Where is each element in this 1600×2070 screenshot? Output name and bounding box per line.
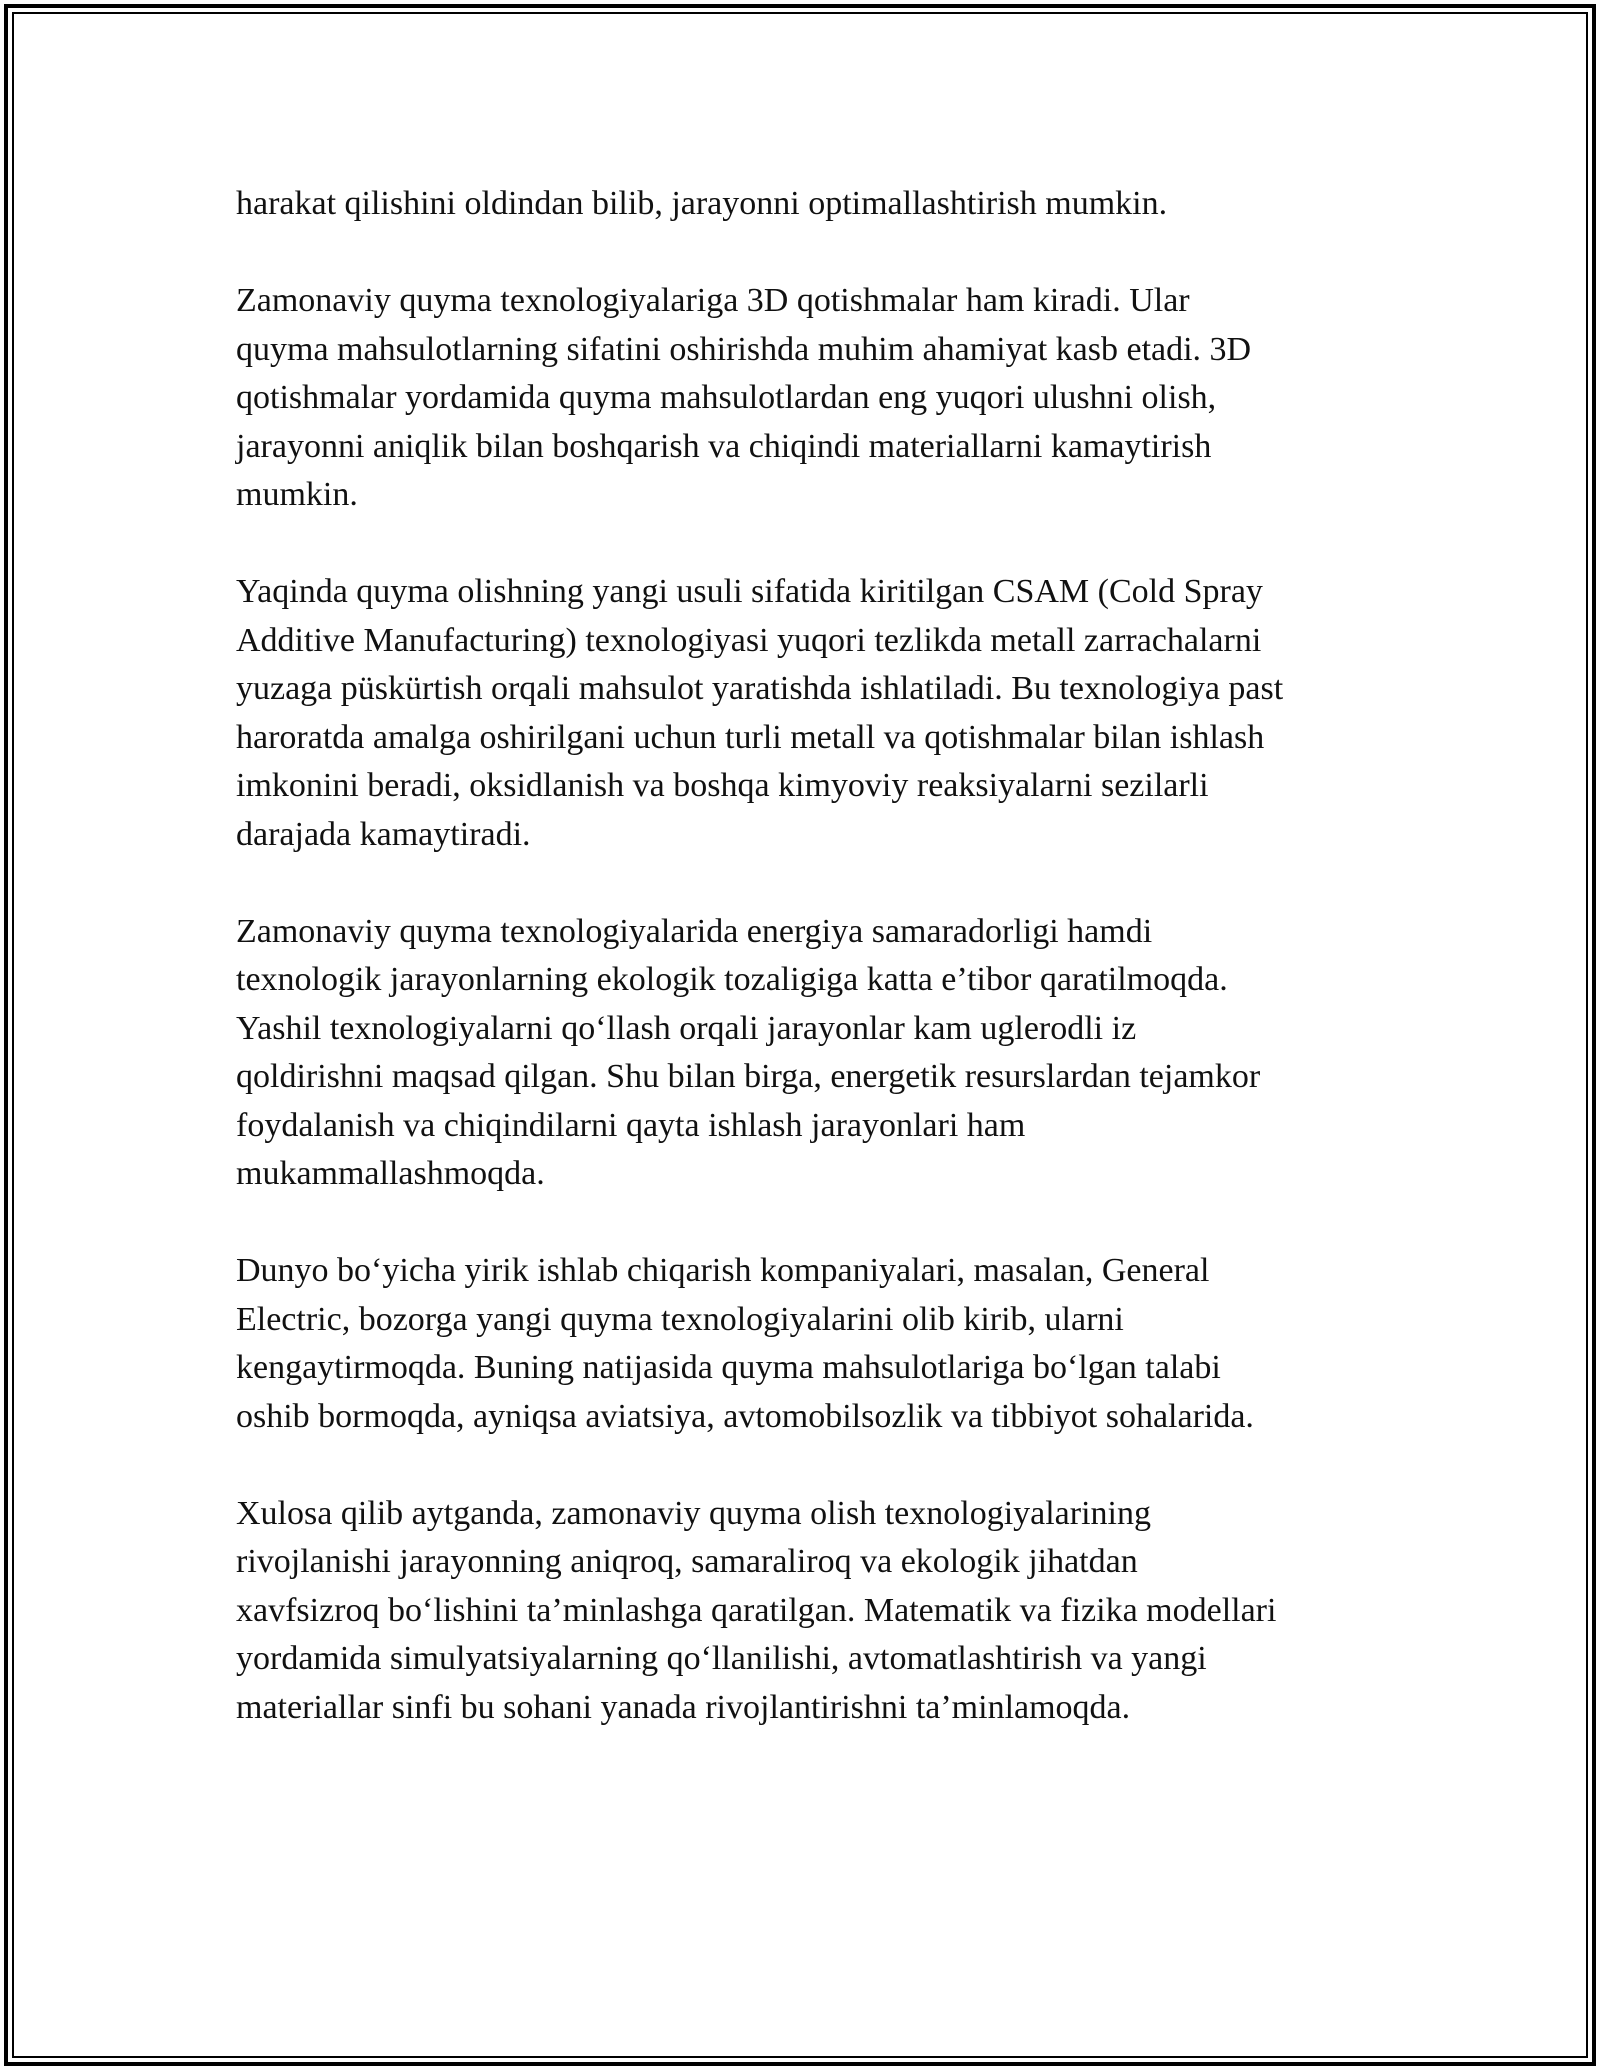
text-line: jarayonni aniqlik bilan boshqarish va chiqindi materiallarni kamaytirish [236,427,1212,465]
text-line: materiallar sinfi bu sohani yanada rivojlantirishni ta’minlamoqda. [236,1688,1131,1726]
text-line: yordamida simulyatsiyalarning qo‘llanilishi, avtomatlashtirish va yangi [236,1640,1207,1677]
paragraph [236,1247,1376,1441]
text-line: yuzaga püskürtish orqali mahsulot yaratishda ishlatiladi. Bu texnologiya past [236,670,1284,707]
text-line: mukammallashmoqda. [236,1155,545,1192]
paragraph [236,568,1376,859]
text-line: Additive Manufacturing) texnologiyasi yuqori tezlikda metall zarrachalarni [236,621,1262,659]
text-line: qoldirishni maqsad qilgan. Shu bilan birga, energetik resurslardan tejamkor [236,1058,1261,1095]
paragraph [236,908,1376,1199]
text-line: mumkin. [236,476,358,513]
text-line: oshib bormoqda, ayniqsa aviatsiya, avtomobilsozlik va tibbiyot sohalarida. [236,1397,1254,1435]
text-line: Yashil texnologiyalarni qo‘llash orqali jarayonlar kam uglerodli iz [236,1009,1137,1047]
text-line: imkonini beradi, oksidlanish va boshqa kimyoviy reaksiyalarni sezilarli [236,767,1209,804]
text-line: texnologik jarayonlarning ekologik tozaligiga katta e’tibor qaratilmoqda. [236,961,1228,998]
text-line: Zamonaviy quyma texnologiyalarida energiya samaradorligi hamdi [236,912,1153,950]
text-line: Yaqinda quyma olishning yangi usuli sifatida kiritilgan CSAM (Cold Spray [236,573,1263,610]
text-line: Xulosa qilib aytganda, zamonaviy quyma olish texnologiyalarining [236,1494,1151,1532]
text-line: foydalanish va chiqindilarni qayta ishlash jarayonlari ham [236,1106,1026,1144]
text-line: xavfsizroq bo‘lishini ta’minlashga qaratilgan. Matematik va fizika modellari [236,1591,1277,1629]
text-line: rivojlanishi jarayonning aniqroq, samaraliroq va ekologik jihatdan [236,1543,1138,1580]
text-line: Electric, bozorga yangi quyma texnologiyalarini olib kirib, ularni [236,1300,1124,1338]
text-line: kengaytirmoqda. Buning natijasida quyma mahsulotlariga bo‘lgan talabi [236,1349,1221,1386]
text-line: harakat qilishini oldindan bilib, jarayonni optimallashtirish mumkin. [236,185,1168,222]
text-line: Zamonaviy quyma texnologiyalariga 3D qotishmalar ham kiradi. Ular [236,282,1190,319]
document-body [236,180,1376,1781]
paragraph [236,180,1376,229]
paragraph [236,1490,1376,1733]
text-line: qotishmalar yordamida quyma mahsulotlardan eng yuqori ulushni olish, [236,379,1217,416]
text-line: Dunyo bo‘yicha yirik ishlab chiqarish kompaniyalari, masalan, General [236,1252,1210,1289]
text-line: haroratda amalga oshirilgani uchun turli metall va qotishmalar bilan ishlash [236,718,1265,756]
text-line: quyma mahsulotlarning sifatini oshirishda muhim ahamiyat kasb etadi. 3D [236,330,1252,368]
text-line: darajada kamaytiradi. [236,815,531,853]
paragraph [236,277,1376,520]
